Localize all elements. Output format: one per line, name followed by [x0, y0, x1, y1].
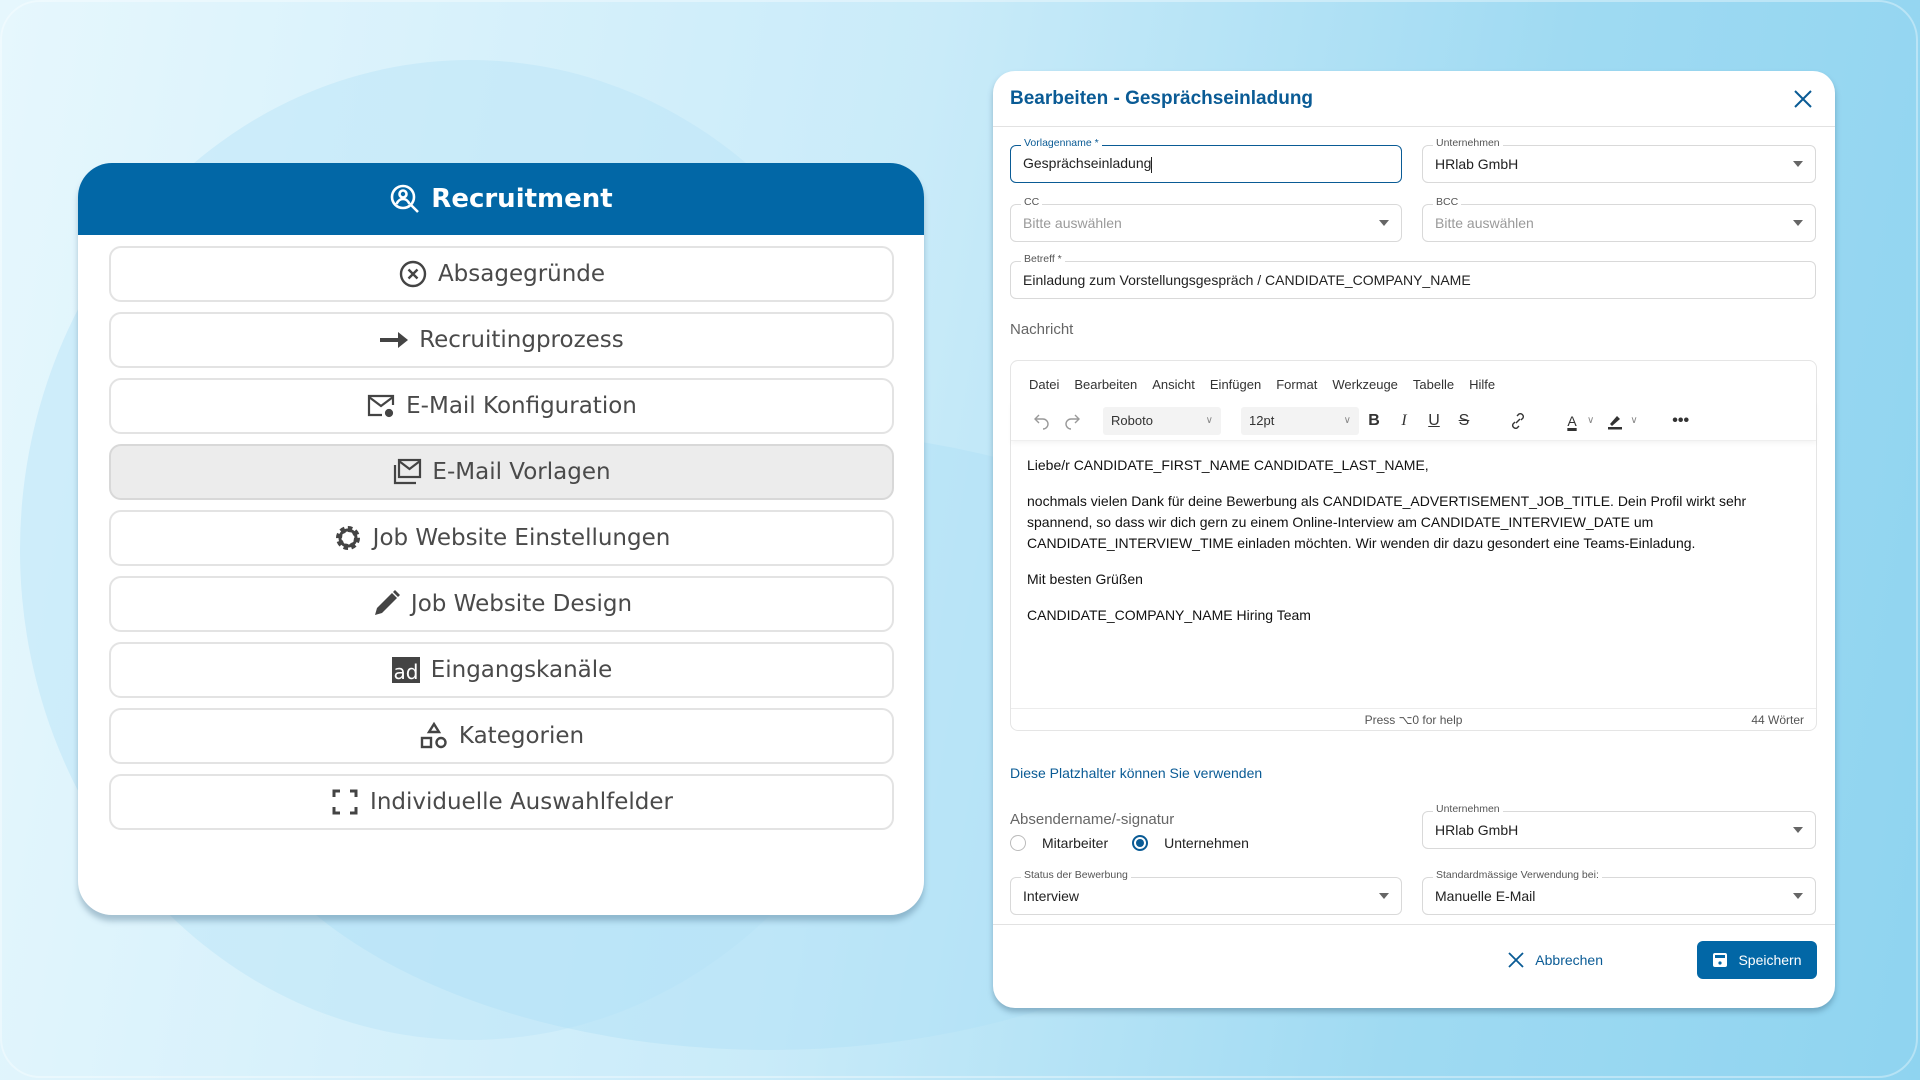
- menu-item-email-konfiguration[interactable]: [109, 378, 894, 434]
- menu-item-label: E-Mail Vorlagen: [432, 459, 611, 485]
- menu-item-individuelle-auswahlfelder[interactable]: [109, 774, 894, 830]
- caret-down-icon: [1379, 893, 1389, 899]
- settings-menu: [78, 235, 924, 830]
- save-icon: [1712, 952, 1728, 968]
- editor-statusbar: [1011, 708, 1816, 730]
- field-label: Standardmässige Verwendung bei:: [1433, 869, 1602, 881]
- cancel-label: Abbrechen: [1535, 952, 1603, 968]
- field-placeholder: Bitte auswählen: [1023, 215, 1122, 231]
- save-button[interactable]: [1697, 941, 1817, 979]
- menu-werkzeuge[interactable]: Werkzeuge: [1332, 377, 1398, 392]
- strikethrough-button[interactable]: [1449, 406, 1479, 436]
- ad-icon: [391, 655, 421, 685]
- menu-item-label: Kategorien: [458, 723, 585, 749]
- menu-item-label: E-Mail Konfiguration: [406, 393, 637, 419]
- panel-header: [78, 163, 924, 235]
- recruitment-settings-panel: [78, 163, 924, 915]
- sender-radio-group: [1010, 835, 1249, 851]
- gear-icon: [333, 523, 363, 553]
- radio-label: Unternehmen: [1164, 835, 1249, 851]
- word-count: 44 Wörter: [1751, 712, 1804, 727]
- placeholders-link[interactable]: Diese Platzhalter können Sie verwenden: [1010, 765, 1263, 781]
- menu-item-eingangskanaele[interactable]: [109, 642, 894, 698]
- caret-down-icon: [1379, 220, 1389, 226]
- content-paragraph: Mit besten Grüßen: [1027, 571, 1143, 587]
- undo-button[interactable]: [1027, 406, 1057, 436]
- menu-item-label: Job Website Einstellungen: [372, 525, 671, 551]
- default-use-select[interactable]: [1422, 869, 1816, 915]
- field-value: HRlab GmbH: [1435, 822, 1519, 838]
- template-name-input[interactable]: [1010, 137, 1402, 183]
- close-icon[interactable]: [1791, 87, 1815, 111]
- highlight-button[interactable]: [1600, 406, 1630, 436]
- strikethrough-icon: S: [1458, 411, 1470, 429]
- more-icon: •••: [1672, 411, 1690, 429]
- sender-label: Absendername/-signatur: [1010, 811, 1175, 828]
- menu-hilfe[interactable]: Hilfe: [1469, 377, 1496, 392]
- dialog-header: [993, 71, 1835, 127]
- menu-item-label: Absagegründe: [437, 261, 606, 287]
- link-icon: [1509, 412, 1527, 430]
- svg-text:ad: ad: [393, 660, 419, 684]
- bold-button[interactable]: [1359, 406, 1389, 436]
- redo-icon: [1063, 412, 1081, 430]
- help-text: Press ⌥0 for help: [1364, 712, 1463, 727]
- chevron-down-icon: ∨: [1205, 415, 1213, 426]
- menu-item-label: Eingangskanäle: [430, 657, 613, 683]
- mail-settings-icon: [366, 391, 396, 421]
- dialog-footer: [993, 924, 1835, 1008]
- editor-toolbar: [1011, 401, 1816, 441]
- bcc-select[interactable]: [1422, 196, 1816, 242]
- content-paragraph: Liebe/r CANDIDATE_FIRST_NAME CANDIDATE_LAST_NAME,: [1027, 457, 1429, 473]
- menu-item-absagegruende[interactable]: [109, 246, 894, 302]
- content-paragraph: nochmals vielen Dank für deine Bewerbung als CANDIDATE_ADVERTISEMENT_JOB_TITLE. Dein Profil wirkt sehr spannend, so dass wir dich gern zu einem Online-Interview am CANDIDATE_INTERVIEW_DATE um CANDIDATE_INTERVIEW_TIME einladen möchten. Wir wenden dir dazu gesondert eine Teams-Einladung.: [1027, 493, 1747, 551]
- caret-down-icon: [1793, 827, 1803, 833]
- field-label: Status der Bewerbung: [1021, 869, 1131, 881]
- message-label: Nachricht: [1010, 321, 1074, 338]
- field-label: Unternehmen: [1433, 803, 1503, 815]
- editor-menubar: [1011, 361, 1816, 401]
- field-label: Vorlagenname *: [1021, 137, 1102, 149]
- field-label: Unternehmen: [1433, 137, 1503, 149]
- sender-company-select[interactable]: [1422, 803, 1816, 849]
- field-placeholder: Bitte auswählen: [1435, 215, 1534, 231]
- frame-corners-icon: [330, 787, 360, 817]
- company-select[interactable]: [1422, 137, 1816, 183]
- menu-item-label: Individuelle Auswahlfelder: [370, 789, 673, 815]
- field-label: CC: [1021, 196, 1042, 208]
- arrow-right-icon: [379, 325, 409, 355]
- menu-item-kategorien[interactable]: [109, 708, 894, 764]
- menu-datei[interactable]: Datei: [1029, 377, 1060, 392]
- menu-item-label: Recruitingprozess: [419, 327, 624, 353]
- editor-content[interactable]: [1011, 441, 1816, 655]
- content-paragraph: CANDIDATE_COMPANY_NAME Hiring Team: [1027, 607, 1311, 623]
- menu-item-job-website-einstellungen[interactable]: [109, 510, 894, 566]
- recruitment-search-icon: [389, 183, 421, 215]
- save-label: Speichern: [1738, 952, 1802, 968]
- cancel-button[interactable]: [1507, 951, 1603, 969]
- radio-mitarbeiter[interactable]: [1010, 835, 1026, 851]
- text-color-button[interactable]: [1557, 406, 1587, 436]
- dialog-title: Bearbeiten - Gesprächseinladung: [1010, 87, 1314, 109]
- bold-icon: B: [1368, 411, 1380, 429]
- field-value: HRlab GmbH: [1435, 156, 1519, 172]
- font-size-select[interactable]: [1241, 407, 1359, 435]
- more-button[interactable]: [1666, 406, 1696, 436]
- shapes-icon: [419, 721, 449, 751]
- italic-button[interactable]: [1389, 406, 1419, 436]
- rich-text-editor: [1010, 360, 1817, 731]
- underline-icon: U: [1428, 411, 1440, 429]
- redo-button[interactable]: [1057, 406, 1087, 436]
- radio-unternehmen[interactable]: [1132, 835, 1148, 851]
- underline-button[interactable]: [1419, 406, 1449, 436]
- cc-select[interactable]: [1010, 196, 1402, 242]
- menu-einfuegen[interactable]: Einfügen: [1209, 377, 1262, 392]
- menu-item-email-vorlagen[interactable]: [109, 444, 894, 500]
- field-value: Manuelle E-Mail: [1435, 888, 1536, 904]
- field-value: Interview: [1023, 888, 1080, 904]
- text-color-icon: A: [1567, 412, 1577, 429]
- menu-item-job-website-design[interactable]: [109, 576, 894, 632]
- chevron-down-icon: ∨: [1343, 415, 1351, 426]
- menu-bearbeiten[interactable]: Bearbeiten: [1074, 377, 1138, 392]
- menu-ansicht[interactable]: Ansicht: [1152, 377, 1195, 392]
- caret-down-icon: [1793, 161, 1803, 167]
- radio-label: Mitarbeiter: [1042, 835, 1109, 851]
- undo-icon: [1033, 412, 1051, 430]
- x-circle-icon: [398, 259, 428, 289]
- close-icon: [1507, 951, 1525, 969]
- italic-icon: I: [1401, 411, 1407, 429]
- field-label: Betreff *: [1021, 253, 1065, 265]
- menu-tabelle[interactable]: Tabelle: [1412, 377, 1455, 392]
- subject-input[interactable]: [1010, 253, 1816, 299]
- caret-down-icon: [1793, 220, 1803, 226]
- pencil-icon: [371, 589, 401, 619]
- font-family-select[interactable]: [1103, 407, 1221, 435]
- highlighter-icon: [1606, 412, 1624, 430]
- field-value: Gesprächseinladung: [1023, 155, 1152, 172]
- menu-item-recruitingprozess[interactable]: [109, 312, 894, 368]
- mail-templates-icon: [392, 457, 422, 487]
- menu-item-label: Job Website Design: [410, 591, 633, 617]
- caret-down-icon: [1793, 893, 1803, 899]
- chevron-down-icon[interactable]: ∨: [1587, 415, 1595, 426]
- text-cursor: [1151, 157, 1152, 173]
- field-value: Einladung zum Vorstellungsgespräch / CANDIDATE_COMPANY_NAME: [1023, 272, 1471, 288]
- panel-title: Recruitment: [431, 184, 613, 214]
- font-value: Roboto: [1111, 413, 1153, 428]
- chevron-down-icon[interactable]: ∨: [1630, 415, 1638, 426]
- menu-format[interactable]: Format: [1276, 377, 1318, 392]
- link-button[interactable]: [1503, 406, 1533, 436]
- size-value: 12pt: [1249, 413, 1275, 428]
- application-status-select[interactable]: [1010, 869, 1402, 915]
- edit-template-dialog: [993, 71, 1835, 1008]
- field-label: BCC: [1433, 196, 1461, 208]
